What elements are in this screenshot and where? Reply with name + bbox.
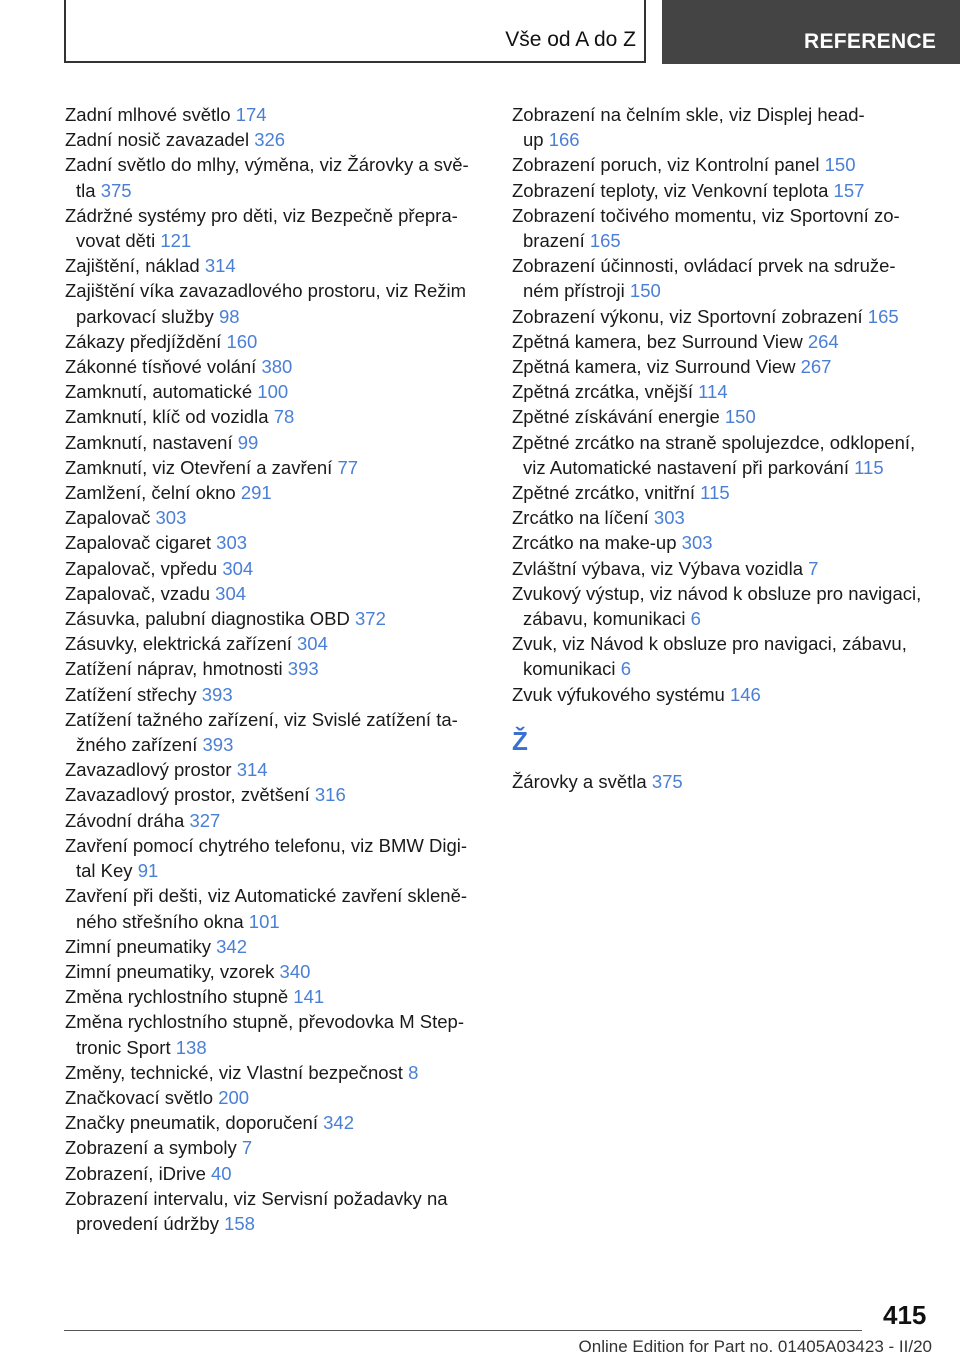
page-reference-link[interactable]: 303 <box>681 532 713 554</box>
page-reference-link[interactable]: 141 <box>293 986 325 1008</box>
index-entry <box>65 1135 480 1160</box>
index-entry-continuation-text: ného střešního okna <box>76 910 244 932</box>
index-entry-continuation <box>512 455 932 480</box>
index-entry-term: Zatížení náprav, hmotnosti <box>65 658 283 680</box>
index-entry-term: Změna rychlostního stupně <box>65 986 289 1008</box>
page-reference-link[interactable]: 101 <box>248 910 280 932</box>
index-entry-term: Zavazadlový prostor, zvětšení <box>65 784 310 806</box>
index-entry <box>512 102 932 152</box>
index-entry-term: Zádržné systémy pro děti, viz Bezpečně přepra- <box>65 204 458 226</box>
page-reference-link[interactable]: 7 <box>808 557 819 579</box>
page-reference-link[interactable]: 304 <box>297 633 328 655</box>
index-entry-term: Zatížení střechy <box>65 683 197 705</box>
index-entry <box>65 808 480 833</box>
index-entry-continuation-text: žného zařízení <box>76 734 198 756</box>
footer-edition-text: Online Edition for Part no. 01405A03423 - II/20 <box>578 1337 932 1356</box>
page-reference-link[interactable]: 342 <box>323 1112 354 1134</box>
index-entry <box>512 430 932 480</box>
index-entry <box>65 203 480 253</box>
index-entry-term: Žárovky a světla <box>512 770 647 792</box>
index-entry <box>512 682 932 707</box>
page-reference-link[interactable]: 200 <box>218 1086 250 1108</box>
index-entry-continuation <box>512 278 932 303</box>
page-reference-link[interactable]: 77 <box>337 456 359 478</box>
page-reference-link[interactable]: 121 <box>160 230 192 252</box>
index-entry <box>512 631 932 681</box>
page-reference-link[interactable]: 174 <box>235 104 267 125</box>
index-entry-term: Zapalovač cigaret <box>65 532 212 554</box>
index-entry <box>512 354 932 379</box>
index-entry <box>65 430 480 455</box>
page-reference-link[interactable]: 327 <box>189 809 221 831</box>
index-entry-term: Zamknutí, klíč od vozidla <box>65 406 269 428</box>
index-entry <box>65 959 480 984</box>
index-entry <box>512 379 932 404</box>
page-reference-link[interactable]: 150 <box>824 154 856 176</box>
index-entry-continuation-text: zábavu, komunikaci <box>523 608 686 630</box>
index-entry-continuation <box>65 858 480 883</box>
index-entry-term: Zatížení tažného zařízení, viz Svislé zatížení ta- <box>65 708 458 730</box>
index-entry <box>65 102 480 127</box>
index-entry <box>65 782 480 807</box>
index-entry <box>65 631 480 656</box>
page-reference-link[interactable]: 393 <box>287 658 319 680</box>
index-entry <box>65 480 480 505</box>
page-reference-link[interactable]: 8 <box>408 1061 419 1083</box>
page-reference-link[interactable]: 375 <box>100 179 132 201</box>
index-entry-term: Zvuk, viz Návod k obsluze pro navigaci, zábavu, <box>512 633 907 655</box>
page-reference-link[interactable]: 7 <box>241 1137 253 1159</box>
page-reference-link[interactable]: 91 <box>137 860 159 882</box>
page-reference-link[interactable]: 380 <box>261 356 293 378</box>
index-entry <box>512 304 932 329</box>
index-entry-term: Zobrazení, iDrive <box>65 1162 206 1184</box>
index-entry-term: Zapalovač, vpředu <box>65 557 218 579</box>
header-reference-tab[interactable] <box>662 0 960 64</box>
index-entry-continuation <box>65 909 480 934</box>
index-entry <box>65 329 480 354</box>
index-entry <box>65 656 480 681</box>
index-entry-term: Zobrazení teploty, viz Venkovní teplota <box>512 179 829 201</box>
index-entry-term: Zpětná zrcátka, vnější <box>512 381 693 403</box>
index-entry-continuation-text: tla <box>76 179 96 201</box>
page-reference-link[interactable]: 393 <box>202 734 234 756</box>
index-entry-continuation-text: up <box>523 129 544 151</box>
index-entry <box>65 707 480 757</box>
page-reference-link[interactable]: 340 <box>279 960 311 982</box>
index-entry-term: Zpětná kamera, bez Surround View <box>512 330 803 352</box>
index-entry-term: Zobrazení na čelním skle, viz Displej head- <box>512 104 865 125</box>
index-entry-continuation-text: viz Automatické nastavení při parkování <box>523 456 849 478</box>
index-column-left <box>65 102 480 1236</box>
index-entry <box>65 404 480 429</box>
header-section-title: Vše od A do Z <box>505 28 636 51</box>
index-entry <box>65 682 480 707</box>
index-entry-continuation-text: komunikaci <box>523 658 616 680</box>
index-entry <box>512 505 932 530</box>
index-entry <box>65 379 480 404</box>
index-entry-term: Zadní mlhové světlo <box>65 104 231 125</box>
page-reference-link[interactable]: 115 <box>700 482 730 504</box>
index-entry-term: Zákazy předjíždění <box>65 330 222 352</box>
page-reference-link[interactable]: 100 <box>257 381 289 403</box>
page-reference-link[interactable]: 166 <box>548 129 580 151</box>
index-entry <box>65 530 480 555</box>
index-entry <box>65 1161 480 1186</box>
index-entry <box>512 480 932 505</box>
index-entry-term: Zavření pomocí chytrého telefonu, viz BMW Digi- <box>65 834 468 856</box>
page-reference-link[interactable]: 157 <box>833 179 865 201</box>
index-entry-term: Zákonné tísňové volání <box>65 356 257 378</box>
index-entry-term: Zpětné zrcátko na straně spolujezdce, odklopení, <box>512 431 916 453</box>
index-entry-term: Zásuvky, elektrická zařízení <box>65 633 292 655</box>
page-reference-link[interactable]: 304 <box>215 582 247 604</box>
index-entry-term: Změny, technické, viz Vlastní bezpečnost <box>65 1061 403 1083</box>
index-entry <box>512 581 932 631</box>
page-reference-link[interactable]: 6 <box>620 658 631 680</box>
index-entry-term: Zapalovač, vzadu <box>65 582 211 604</box>
page-number: 415 <box>883 1300 927 1330</box>
page-reference-link[interactable]: 115 <box>854 456 884 478</box>
index-entry <box>512 178 932 203</box>
index-entry-continuation-text: parkovací služby <box>76 305 214 327</box>
page-reference-link[interactable]: 264 <box>807 330 839 352</box>
page-reference-link[interactable]: 99 <box>237 431 259 453</box>
page-reference-link[interactable]: 165 <box>867 305 899 327</box>
index-entry <box>65 152 480 202</box>
index-entry-continuation-text: provedení údržby <box>76 1212 219 1234</box>
index-entry <box>512 530 932 555</box>
index-entry-term: Zpětné zrcátko, vnitřní <box>512 482 696 504</box>
index-entry-continuation-text: vovat děti <box>76 230 156 252</box>
index-entry-term: Zobrazení intervalu, viz Servisní požadavky na <box>65 1187 448 1209</box>
index-entry <box>65 606 480 631</box>
index-entry-term: Zapalovač <box>65 507 151 529</box>
index-entry <box>65 1060 480 1085</box>
index-entry <box>65 253 480 278</box>
index-entry-term: Zamlžení, čelní okno <box>65 482 236 504</box>
index-entry-term: Zimní pneumatiky <box>65 935 211 957</box>
index-entry <box>65 934 480 959</box>
index-entry-continuation <box>512 656 932 681</box>
index-entry <box>512 203 932 253</box>
index-entry <box>65 1110 480 1135</box>
index-entry-term: Zobrazení točivého momentu, viz Sportovní zo- <box>512 204 900 226</box>
section-letter-heading: Ž <box>512 725 528 756</box>
page-reference-link[interactable]: 165 <box>589 230 621 252</box>
page-reference-link[interactable]: 98 <box>218 305 240 327</box>
index-entry-continuation <box>65 304 480 329</box>
index-entry-term: Změna rychlostního stupně, převodovka M Step- <box>65 1011 464 1033</box>
index-entry-term: Zamknutí, automatické <box>65 381 253 403</box>
index-entry <box>65 127 480 152</box>
index-entry <box>65 455 480 480</box>
index-entry-term: Zvukový výstup, viz návod k obsluze pro navigaci, <box>512 582 922 604</box>
index-entry-continuation <box>65 1211 480 1236</box>
index-entry-continuation <box>512 606 932 631</box>
index-entry-term: Zadní světlo do mlhy, výměna, viz Žárovky a svě- <box>65 154 469 176</box>
index-entry-continuation <box>512 228 932 253</box>
page-reference-link[interactable]: 114 <box>698 381 728 403</box>
index-column-right <box>512 102 932 794</box>
page-reference-link[interactable]: 314 <box>236 759 268 781</box>
page-reference-link[interactable]: 303 <box>653 507 685 529</box>
index-entry <box>65 581 480 606</box>
page-reference-link[interactable]: 150 <box>629 280 661 302</box>
index-entry-term: Zamknutí, viz Otevření a zavření <box>65 456 333 478</box>
index-entry-continuation <box>65 228 480 253</box>
index-entry-continuation-text: tal Key <box>76 860 133 882</box>
index-entry-term: Zajištění víka zavazadlového prostoru, viz Režim <box>65 280 467 302</box>
page-reference-link[interactable]: 303 <box>155 507 187 529</box>
index-entry-term: Zimní pneumatiky, vzorek <box>65 960 275 982</box>
index-entry <box>512 404 932 429</box>
index-entry <box>65 505 480 530</box>
page-reference-link[interactable]: 267 <box>800 356 832 378</box>
index-entry-continuation <box>65 732 480 757</box>
page-reference-link[interactable]: 6 <box>690 608 701 630</box>
index-entry-continuation-text: tronic Sport <box>76 1036 171 1058</box>
header-tab-label: REFERENCE <box>804 30 937 53</box>
index-entry <box>512 152 932 177</box>
index-entry-term: Zobrazení účinnosti, ovládací prvek na sdruže- <box>512 255 896 277</box>
page-reference-link[interactable]: 372 <box>355 608 386 630</box>
index-entry-term: Zobrazení poruch, viz Kontrolní panel <box>512 154 820 176</box>
index-entry <box>512 253 932 303</box>
index-entry-continuation <box>65 1035 480 1060</box>
index-entry-term: Zvláštní výbava, viz Výbava vozidla <box>512 557 803 579</box>
page-reference-link[interactable]: 138 <box>175 1036 207 1058</box>
index-entry <box>65 833 480 883</box>
index-entry-term: Zobrazení výkonu, viz Sportovní zobrazení <box>512 305 863 327</box>
index-entry <box>65 1186 480 1236</box>
index-entry-term: Zajištění, náklad <box>65 255 200 277</box>
index-entry-continuation-text: ném přístroji <box>523 280 625 302</box>
index-entry-term: Zpětná kamera, viz Surround View <box>512 356 796 378</box>
index-entry-term: Zamknutí, nastavení <box>65 431 233 453</box>
page-reference-link[interactable]: 146 <box>729 683 761 705</box>
page-reference-link[interactable]: 160 <box>226 330 258 352</box>
index-entry-continuation-text: brazení <box>523 230 585 252</box>
header-section-box <box>64 0 646 63</box>
footer-divider <box>64 1330 862 1331</box>
index-entry-term: Zrcátko na líčení <box>512 507 649 529</box>
index-entry-term: Zrcátko na make-up <box>512 532 677 554</box>
index-entry <box>512 329 932 354</box>
index-entry-term: Zadní nosič zavazadel <box>65 129 250 151</box>
index-entry-term: Zásuvka, palubní diagnostika OBD <box>65 608 350 630</box>
letter-entries <box>512 769 932 794</box>
page-reference-link[interactable]: 326 <box>254 129 286 151</box>
page-reference-link[interactable]: 342 <box>216 935 248 957</box>
index-entry-term: Zavazadlový prostor <box>65 759 232 781</box>
page-reference-link[interactable]: 78 <box>273 406 295 428</box>
page-reference-link[interactable]: 40 <box>211 1162 232 1184</box>
index-entry-term: Značkovací světlo <box>65 1086 214 1108</box>
index-entry <box>65 1085 480 1110</box>
index-entry-term: Zavření při dešti, viz Automatické zavření skleně- <box>65 885 468 907</box>
index-entry-term: Značky pneumatik, doporučení <box>65 1112 318 1134</box>
page-reference-link[interactable]: 393 <box>201 683 233 705</box>
page-reference-link[interactable]: 316 <box>314 784 346 806</box>
page-reference-link[interactable]: 304 <box>222 557 254 579</box>
index-entry-term: Zvuk výfukového systému <box>512 683 725 705</box>
index-entry-term: Zpětné získávání energie <box>512 406 720 428</box>
index-entry <box>65 278 480 328</box>
page-reference-link[interactable]: 150 <box>724 406 756 428</box>
page-reference-link[interactable]: 291 <box>240 482 272 504</box>
index-entry <box>65 1009 480 1059</box>
index-right-entries <box>512 102 932 707</box>
index-entry <box>65 354 480 379</box>
index-entry <box>512 556 932 581</box>
index-entry-term: Zobrazení a symboly <box>65 1137 237 1159</box>
page-reference-link[interactable]: 375 <box>651 770 683 792</box>
page-reference-link[interactable]: 314 <box>204 255 236 277</box>
index-entry-term: Závodní dráha <box>65 809 185 831</box>
index-entry <box>65 984 480 1009</box>
index-entry <box>512 769 932 794</box>
index-entry-continuation <box>65 178 480 203</box>
index-entry <box>65 556 480 581</box>
page-reference-link[interactable]: 158 <box>224 1212 255 1234</box>
index-entry <box>65 883 480 933</box>
page-reference-link[interactable]: 303 <box>216 532 248 554</box>
index-entry-continuation <box>512 127 932 152</box>
index-entry <box>65 757 480 782</box>
